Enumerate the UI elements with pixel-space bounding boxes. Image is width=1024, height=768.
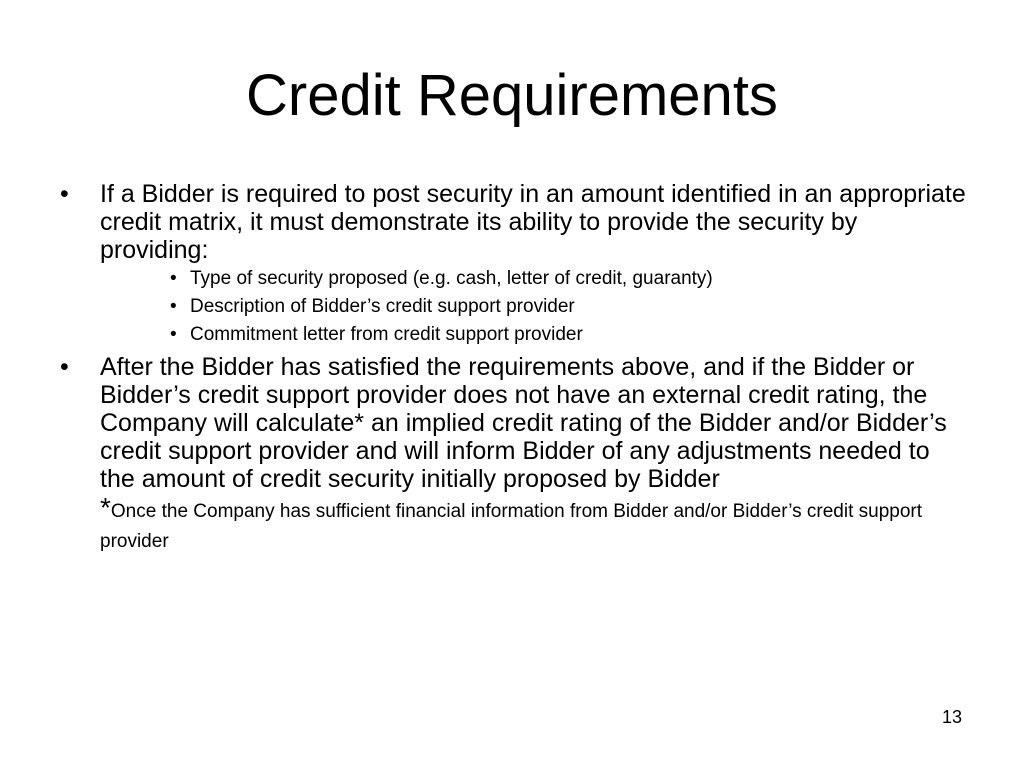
sub-bullet-text: Type of security proposed (e.g. cash, letter of credit, guaranty) bbox=[190, 268, 713, 289]
sub-bullet-list bbox=[60, 265, 970, 349]
bullet-text: If a Bidder is required to post security in an amount identified in an appropriate credit matrix, it must demonstrate its ability to provide the security by providing: bbox=[100, 180, 966, 264]
slide-title: Credit Requirements bbox=[246, 63, 778, 128]
footnote-marker: * bbox=[100, 492, 111, 523]
footnote-text: Once the Company has sufficient financial information from Bidder and/or Bidder’s credit support provider bbox=[100, 501, 922, 552]
sub-bullet-item bbox=[60, 265, 970, 293]
sub-bullet-marker: • bbox=[170, 268, 177, 289]
slide-body bbox=[60, 180, 970, 557]
page-number: 13 bbox=[941, 707, 962, 727]
sub-bullet-text: Description of Bidder’s credit support provider bbox=[190, 296, 575, 317]
sub-bullet-item bbox=[60, 321, 970, 349]
bullet-marker: • bbox=[60, 180, 69, 208]
footnote bbox=[60, 492, 970, 557]
bullet-item bbox=[60, 353, 970, 493]
bullet-marker: • bbox=[60, 353, 69, 381]
sub-bullet-text: Commitment letter from credit support provider bbox=[190, 324, 583, 345]
sub-bullet-marker: • bbox=[170, 324, 177, 345]
sub-bullet-marker: • bbox=[170, 296, 177, 317]
bullet-item bbox=[60, 180, 970, 264]
bullet-text: After the Bidder has satisfied the requirements above, and if the Bidder or Bidder’s credit support provider does not have an external credit rating, the Company will calculate* an implied credit rating of the Bidder and/or Bidder’s credit support provider and will inform Bidder of any adjustments needed to the amount of credit security initially proposed by Bidder bbox=[100, 353, 947, 493]
sub-bullet-item bbox=[60, 293, 970, 321]
